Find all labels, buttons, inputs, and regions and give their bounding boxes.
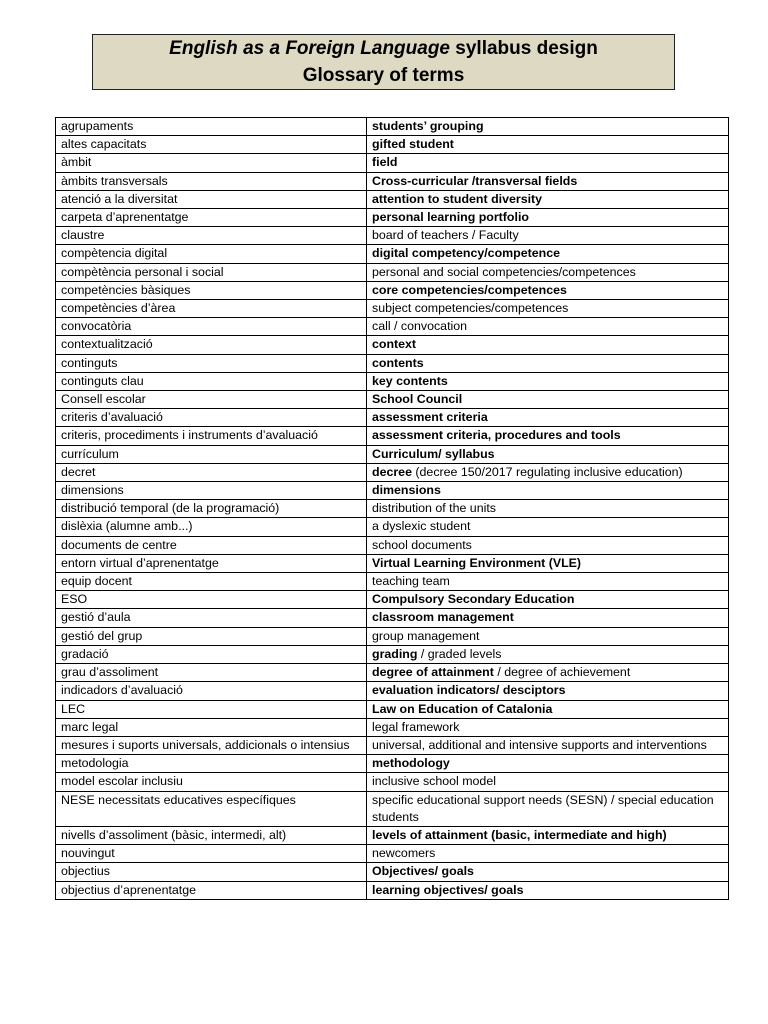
- english-term: [367, 445, 729, 463]
- catalan-term: competències d’àrea: [56, 300, 367, 318]
- english-term: [367, 627, 729, 645]
- table-row: [56, 263, 729, 281]
- english-term-bold: assessment criteria: [372, 410, 488, 425]
- english-term: [367, 391, 729, 409]
- english-term-text: school documents: [372, 537, 472, 552]
- table-row: [56, 500, 729, 518]
- english-term: [367, 263, 729, 281]
- catalan-term: criteris d’avaluació: [56, 409, 367, 427]
- english-term-bold: personal learning portfolio: [372, 210, 529, 225]
- english-term-bold: degree of attainment: [372, 665, 494, 680]
- english-term: [367, 791, 729, 826]
- catalan-term: documents de centre: [56, 536, 367, 554]
- catalan-term: compètència personal i social: [56, 263, 367, 281]
- english-term: [367, 427, 729, 445]
- english-term: [367, 755, 729, 773]
- table-row: [56, 573, 729, 591]
- table-row: [56, 591, 729, 609]
- english-term: [367, 554, 729, 572]
- english-term-text: group management: [372, 628, 480, 643]
- english-term: [367, 826, 729, 844]
- table-row: [56, 136, 729, 154]
- english-term-bold: Virtual Learning Environment (VLE): [372, 555, 582, 570]
- catalan-term: equip docent: [56, 573, 367, 591]
- catalan-term: claustre: [56, 227, 367, 245]
- english-term-text: board of teachers / Faculty: [372, 228, 519, 243]
- english-term: [367, 118, 729, 136]
- title-line-1: [93, 35, 674, 62]
- table-row: [56, 318, 729, 336]
- english-term: [367, 664, 729, 682]
- table-row: [56, 645, 729, 663]
- english-term-bold: students’ grouping: [372, 119, 484, 133]
- english-term-text: newcomers: [372, 846, 436, 861]
- english-term-bold: learning objectives/ goals: [372, 882, 524, 897]
- english-term: [367, 172, 729, 190]
- english-term: [367, 463, 729, 481]
- catalan-term: gestió del grup: [56, 627, 367, 645]
- catalan-term: grau d’assoliment: [56, 664, 367, 682]
- catalan-term: continguts clau: [56, 372, 367, 390]
- english-term-bold: grading: [372, 646, 418, 661]
- table-row: [56, 409, 729, 427]
- english-term-text: universal, additional and intensive supports and interventions: [372, 737, 707, 752]
- english-term-bold: Compulsory Secondary Education: [372, 592, 575, 607]
- catalan-term: objectius: [56, 863, 367, 881]
- english-term: [367, 773, 729, 791]
- table-row: [56, 536, 729, 554]
- english-term-bold: Objectives/ goals: [372, 864, 474, 879]
- table-row: [56, 463, 729, 481]
- english-term: [367, 518, 729, 536]
- english-term: [367, 845, 729, 863]
- table-row: [56, 445, 729, 463]
- english-term-text: distribution of the units: [372, 501, 496, 516]
- table-row: [56, 227, 729, 245]
- title-italic-part: English as a Foreign Language: [169, 38, 450, 59]
- english-term-bold: digital competency/competence: [372, 246, 560, 261]
- english-term: [367, 500, 729, 518]
- catalan-term: marc legal: [56, 718, 367, 736]
- english-term-text: teaching team: [372, 574, 450, 589]
- english-term-text: (decree 150/2017 regulating inclusive education): [411, 464, 683, 479]
- glossary-table: [55, 117, 729, 900]
- table-row: [56, 209, 729, 227]
- english-term: [367, 372, 729, 390]
- catalan-term: model escolar inclusiu: [56, 773, 367, 791]
- english-term: [367, 154, 729, 172]
- catalan-term: compètencia digital: [56, 245, 367, 263]
- table-row: [56, 826, 729, 844]
- english-term-text: specific educational support needs (SESN) / special education students: [372, 792, 714, 824]
- english-term-bold: context: [372, 337, 417, 352]
- english-term-bold: classroom management: [372, 610, 514, 625]
- catalan-term: indicadors d’avaluació: [56, 682, 367, 700]
- english-term: [367, 409, 729, 427]
- english-term: [367, 881, 729, 899]
- table-row: [56, 281, 729, 299]
- catalan-term: dislèxia (alumne amb...): [56, 518, 367, 536]
- english-term-bold: dimensions: [372, 483, 441, 498]
- english-term: [367, 700, 729, 718]
- english-term: [367, 190, 729, 208]
- english-term-bold: methodology: [372, 756, 450, 771]
- table-row: [56, 881, 729, 899]
- catalan-term: àmbits transversals: [56, 172, 367, 190]
- table-row: [56, 427, 729, 445]
- table-row: [56, 372, 729, 390]
- catalan-term: dimensions: [56, 482, 367, 500]
- table-row: [56, 245, 729, 263]
- glossary-body: [56, 118, 729, 900]
- catalan-term: competències bàsiques: [56, 281, 367, 299]
- english-term: [367, 718, 729, 736]
- english-term: [367, 136, 729, 154]
- document-title: [92, 34, 675, 90]
- catalan-term: currículum: [56, 445, 367, 463]
- table-row: [56, 791, 729, 826]
- table-row: [56, 718, 729, 736]
- table-row: [56, 845, 729, 863]
- table-row: [56, 664, 729, 682]
- english-term: [367, 354, 729, 372]
- title-rest-part: syllabus design: [450, 38, 598, 59]
- english-term: [367, 281, 729, 299]
- table-row: [56, 554, 729, 572]
- table-row: [56, 609, 729, 627]
- table-row: [56, 336, 729, 354]
- catalan-term: objectius d’aprenentatge: [56, 881, 367, 899]
- english-term: [367, 245, 729, 263]
- english-term: [367, 591, 729, 609]
- english-term-bold: key contents: [372, 373, 448, 388]
- english-term-bold: Curriculum/ syllabus: [372, 446, 495, 461]
- english-term: [367, 300, 729, 318]
- catalan-term: mesures i suports universals, addicionals o intensius: [56, 736, 367, 754]
- english-term: [367, 209, 729, 227]
- table-row: [56, 482, 729, 500]
- catalan-term: agrupaments: [56, 118, 367, 136]
- english-term-text: call / convocation: [372, 319, 468, 334]
- english-term: [367, 736, 729, 754]
- catalan-term: entorn virtual d’aprenentatge: [56, 554, 367, 572]
- english-term: [367, 645, 729, 663]
- catalan-term: atenció a la diversitat: [56, 190, 367, 208]
- table-row: [56, 773, 729, 791]
- table-row: [56, 300, 729, 318]
- english-term-text: / degree of achievement: [493, 665, 631, 680]
- catalan-term: metodologia: [56, 755, 367, 773]
- english-term: [367, 536, 729, 554]
- table-row: [56, 172, 729, 190]
- catalan-term: Consell escolar: [56, 391, 367, 409]
- catalan-term: criteris, procediments i instruments d’avaluació: [56, 427, 367, 445]
- english-term-bold: assessment criteria, procedures and tools: [372, 428, 621, 443]
- english-term: [367, 482, 729, 500]
- title-line-2: Glossary of terms: [302, 65, 465, 86]
- table-row: [56, 755, 729, 773]
- english-term-bold: decree: [372, 464, 412, 479]
- catalan-term: convocatòria: [56, 318, 367, 336]
- english-term-text: subject competencies/competences: [372, 301, 569, 316]
- table-row: [56, 682, 729, 700]
- english-term-bold: School Council: [372, 392, 463, 407]
- table-row: [56, 154, 729, 172]
- catalan-term: àmbit: [56, 154, 367, 172]
- table-row: [56, 190, 729, 208]
- table-row: [56, 518, 729, 536]
- catalan-term: carpeta d’aprenentatge: [56, 209, 367, 227]
- catalan-term: gestió d’aula: [56, 609, 367, 627]
- table-row: [56, 391, 729, 409]
- table-row: [56, 736, 729, 754]
- english-term: [367, 227, 729, 245]
- english-term-bold: attention to student diversity: [372, 191, 543, 206]
- english-term: [367, 863, 729, 881]
- catalan-term: NESE necessitats educatives específiques: [56, 791, 367, 826]
- table-row: [56, 354, 729, 372]
- english-term: [367, 318, 729, 336]
- english-term-bold: Law on Education of Catalonia: [372, 701, 553, 716]
- english-term: [367, 682, 729, 700]
- catalan-term: ESO: [56, 591, 367, 609]
- english-term-bold: contents: [372, 355, 424, 370]
- english-term-bold: gifted student: [372, 137, 454, 152]
- catalan-term: altes capacitats: [56, 136, 367, 154]
- english-term-text: personal and social competencies/competences: [372, 264, 636, 279]
- english-term-text: legal framework: [372, 719, 460, 734]
- english-term-bold: Cross-curricular /transversal fields: [372, 173, 578, 188]
- table-row: [56, 118, 729, 136]
- table-row: [56, 863, 729, 881]
- english-term: [367, 609, 729, 627]
- english-term-text: / graded levels: [417, 646, 502, 661]
- table-row: [56, 627, 729, 645]
- catalan-term: nivells d’assoliment (bàsic, intermedi, alt): [56, 826, 367, 844]
- english-term-bold: field: [372, 155, 398, 170]
- english-term-bold: evaluation indicators/ desciptors: [372, 683, 566, 698]
- english-term-text: a dyslexic student: [372, 519, 471, 534]
- english-term-text: inclusive school model: [372, 774, 496, 789]
- catalan-term: gradació: [56, 645, 367, 663]
- english-term-bold: core competencies/competences: [372, 282, 567, 297]
- table-row: [56, 700, 729, 718]
- catalan-term: distribució temporal (de la programació): [56, 500, 367, 518]
- catalan-term: decret: [56, 463, 367, 481]
- catalan-term: nouvingut: [56, 845, 367, 863]
- english-term-bold: levels of attainment (basic, intermediate and high): [372, 827, 667, 842]
- catalan-term: continguts: [56, 354, 367, 372]
- english-term: [367, 573, 729, 591]
- english-term: [367, 336, 729, 354]
- catalan-term: contextualització: [56, 336, 367, 354]
- catalan-term: LEC: [56, 700, 367, 718]
